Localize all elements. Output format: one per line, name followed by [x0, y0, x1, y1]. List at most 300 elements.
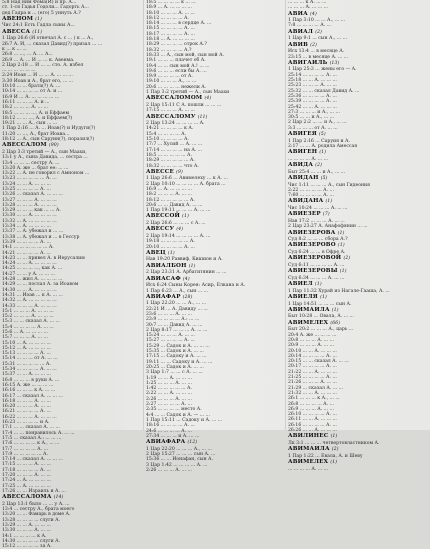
reference-line: 17:18 ... ... ... ... А. ...: [2, 467, 51, 473]
reference-line: 2:26 ... ... ... А. ... ...: [146, 467, 192, 473]
reference-line: 26:9 ... А. ... И ... ... к. Авенма.: [2, 57, 75, 63]
reference-line: 3:3 ... ... ... от А. ... ...: [288, 125, 338, 131]
reference-line: 14:30 ... ... ... ... слуги А.: [2, 538, 61, 544]
headword: [288, 175, 428, 183]
reference-line: 13:30 ... ... А. ... ... ... ...: [2, 213, 57, 219]
reference-line: 18:5 ... ... ... ... ... А.: [146, 152, 192, 158]
reference-line: 14:28 ... жил А. ... ... ... ...: [2, 277, 63, 283]
reference-line: 19:11 ... ... Садоку и А. ... ...: [146, 359, 213, 365]
headword-count: (90): [48, 143, 59, 149]
reference-line: ... ... ... ... А. ... ...: [288, 156, 328, 162]
reference-line: Исх 6:24 Сыны Корея: Асир, Елкана и А.: [146, 283, 246, 289]
headword-text: АВИАФАР: [146, 293, 181, 300]
reference-line: 2 Цар 3:3 третий — А., сын Маахи,: [2, 149, 87, 155]
reference-line: 19:9 ... ... ... ... от А.: [146, 74, 193, 80]
headword-count: (7): [322, 212, 330, 218]
reference-line: 18:2 ... ... ... А. ... ...: [2, 105, 48, 111]
reference-line: 15:3 ... ... сказал А. ... ...: [2, 319, 60, 325]
concordance-column-right: [288, 0, 428, 472]
reference-line: 27:3 ... ... ... и А., ... ...: [288, 109, 340, 115]
reference-line: 16:15 А. же ... ... ... ...: [2, 382, 54, 388]
reference-line: 14:30 ... ... А. ... ... ... ...: [2, 287, 57, 293]
headword-count: (5): [318, 132, 326, 138]
concordance-column-middle: [146, 0, 282, 473]
reference-line: 2 Цар 26:6 ... ... ... с А. ...: [146, 221, 206, 227]
reference-line: Чис 10:24 ... ... ... А. ... ...: [288, 206, 348, 212]
reference-line: ... ... ... к А. ... ...: [288, 0, 327, 5]
reference-line: 2:26 ... ... ... А. ... ...: [146, 396, 192, 402]
reference-line: 13:28 ... ... ... ... слуги А.: [2, 517, 61, 523]
reference-line: 17:24 ... А. ... ... ... ...: [2, 478, 51, 484]
reference-line: 15:29 ... Садок и А. ... ... ...: [146, 343, 210, 349]
reference-line: 16:9 ... А. ... ... ... ...: [146, 186, 192, 192]
reference-line: 15:4 ... ... ... ... А.: [146, 131, 187, 137]
reference-line: 2:35 ... ... ... ... место А.: [146, 407, 202, 413]
reference-line: 2 Цар 23:31 А. Арбатитянин ... ...: [146, 270, 227, 276]
reference-line: 13:26 ... сказал А. ... ... ...: [2, 192, 63, 198]
reference-line: 26:9 ... ... ... А. ... ...: [288, 406, 334, 412]
reference-line: 19:21 ... ... А., сын ... ...: [2, 121, 58, 127]
headword-count: (1): [331, 307, 339, 313]
reference-line: 17:15 ... ... ... А. ... ...: [146, 108, 195, 114]
headword-text: АВИЛИНЕС: [288, 433, 329, 440]
reference-line: 26:8 ... ..., ... А. ... А...: [2, 52, 53, 58]
reference-line: 21:26 ... ... ... А. ... ...: [288, 380, 337, 386]
headword: [288, 198, 428, 206]
reference-line: 26:1 ... ... ... к А., ... ...: [288, 396, 340, 402]
reference-line: 17:15 ... ... ... А. ... ...: [2, 462, 51, 468]
reference-line: 14:27 ... ... у А. ... ... ...: [2, 271, 56, 277]
reference-line: 20:6 ... ... Давид А. ... ...: [146, 202, 203, 208]
headword-text: АВЕССАЛОМ: [2, 142, 47, 149]
reference-line: 16:20 ... ... ... А. ... ...: [2, 404, 51, 410]
reference-line: 2 Цар 10:10 ... ... ... ... А. брата ...: [146, 181, 226, 187]
reference-line: 18:12 ... ... ... ... ... А.: [146, 197, 195, 203]
reference-line: 18:5 ... ... ... ..., А. и Еффаем: [2, 110, 70, 116]
headword-text: АВИГЕН: [288, 149, 318, 156]
headword-text: АВЕССОЙ: [146, 213, 181, 220]
headword: [288, 294, 428, 302]
reference-line: ... ... ... ... А. ... ...: [288, 466, 328, 472]
headword: [288, 211, 428, 219]
reference-line: ... ... ... ... ... ...: [2, 68, 36, 74]
reference-line: 18:32 ... ... ... ... что А.: [146, 163, 199, 169]
headword-count: (2): [315, 29, 323, 35]
reference-line: 15:13 ... ... ... ... А. ...: [2, 351, 51, 357]
reference-line: 2:27 ... ... ... ... А. ...: [146, 402, 192, 408]
reference-line: 18:12 ... ... ..., А. и Еффаем(?): [2, 115, 73, 121]
reference-line: 15:4 ... ... ... ... А. ... ...: [2, 324, 54, 330]
reference-line: 20:8 ... ... ... А. ... ...: [288, 337, 334, 343]
reference-line: 25:18 ... ... А. ... ... ...: [288, 78, 337, 84]
reference-line: 2 Цар 15:11 С А. пошли ... ... ...: [146, 102, 222, 108]
reference-line: 16:8 ... ... ... в руки А. ...: [2, 377, 60, 383]
reference-line: 11:20 ... ..., А., брат Иоава...: [2, 131, 70, 137]
headword: [288, 149, 428, 157]
reference-line: 16:9 И ... А. ... ... ... ... ...: [2, 94, 60, 100]
headword-count: (9): [176, 169, 183, 175]
reference-line: 2 Цар 2:18 ... И ... ... сто. А. избел: [2, 62, 84, 68]
reference-line: Чис 24:1 Есть Гадла сыны А...: [2, 23, 75, 29]
reference-line: 13:24 ... ... А. ... ... ...: [2, 181, 51, 187]
headword-count: (1): [330, 434, 338, 440]
reference-line: Чис 1:11 ... ... ... А., сын Гидеония: [288, 182, 370, 188]
reference-line: 1:25 ... ... ... А. ... ...: [146, 380, 192, 386]
headword-count: (1): [325, 199, 333, 205]
headword-text: АВИМАИЛА: [288, 446, 330, 453]
reference-line: 18:15 ... ... ... ... А. ...: [146, 26, 195, 32]
headword-count: (1): [330, 460, 338, 466]
reference-line: 18:12 ... ... ... ... А.: [146, 15, 190, 21]
reference-line: 25:39 ... ... ... ... А. ...: [288, 99, 337, 105]
reference-line: 18:10 ... ... ... А. ... ...: [146, 10, 195, 16]
reference-line: 20:4 А. же ... ... ... ...: [288, 332, 337, 338]
headword: [288, 242, 428, 250]
reference-line: Исх 13:4 ... в месяце А.: [288, 49, 345, 55]
reference-line: 22:21 И ... А. Давиду ... ...: [146, 306, 208, 312]
headword-text: АВИА: [288, 10, 308, 17]
reference-line: 15:35 ... Садок и А. ... ...: [146, 349, 204, 355]
reference-line: 16:18 ... ... ... А. ... ...: [2, 398, 51, 404]
headword: [146, 226, 282, 234]
reference-line: 17:26 ... ... Израиль и А. ...: [2, 488, 66, 494]
reference-line: 1 Цар 22:20 ... ... ... А., ... ...: [146, 446, 212, 452]
reference-line: Суд 8:2 ... ... ... сбора А.?: [288, 237, 348, 243]
reference-line: 20:15 ... ... сказал А. ... ...: [288, 359, 349, 365]
headword: [2, 494, 140, 502]
headword-count: (12): [187, 440, 198, 446]
headword-count: (1): [182, 214, 189, 220]
reference-line: 15:10 ... А. ... ... ... ...: [2, 340, 51, 346]
reference-line: 21:32 ... ... А. ... ... ...: [288, 390, 337, 396]
reference-line: 15:36 ... ... Ионафан, сын А.: [146, 457, 213, 463]
reference-line: 1 Пар 1:22 ... Евала, А. и Шеву: [288, 453, 363, 459]
reference-line: 14:21 ... ... ... ... А. ...: [2, 250, 51, 256]
reference-line: 14:31 ... Иоав ... к А. ... ...: [2, 292, 63, 298]
reference-line: 16:16 ... ... ... к А. ... ...: [2, 388, 56, 394]
headword-count: (11): [197, 114, 208, 120]
reference-line: 1 Пар 3:2 третий — А., сын Маахи: [146, 90, 230, 96]
reference-line: 13:32 ... А. ... ... ... ... ...: [2, 218, 57, 224]
reference-line: 13:29 ... ... А. ... ... ...: [2, 522, 51, 528]
reference-line: 26:16 ... ... ... ... А. ...: [288, 422, 337, 428]
reference-line: 14:1 ... ... ... ... к А.: [2, 533, 47, 539]
reference-line: 15:31 ... ... ... ... ... А.: [2, 361, 51, 367]
reference-line: 1 Пар 6:23 ... А., сын ... ...: [146, 288, 208, 294]
headword: [288, 131, 428, 139]
reference-line: 19:4 ... ... сын мой А.! ... ...: [146, 63, 210, 69]
reference-line: 23:15 ... в месяце А. ... ...: [288, 54, 349, 60]
reference-line: 1:42 ... ... ... ... ... А.: [146, 386, 192, 392]
headword-text: АВЕССАЛОМУ: [146, 113, 196, 120]
headword: [288, 268, 428, 276]
reference-line: 14:29 ... ... послал А. за Иоавом: [2, 282, 79, 288]
headword-count: (1): [167, 250, 175, 256]
reference-line: 1 Цар 26:6 (И отвечал А. с ... ) к ... А.,: [2, 36, 94, 42]
reference-line: 25:36 ... ... ... ... А. ...: [288, 93, 337, 99]
headword-text: АВИАФАРА: [146, 439, 186, 446]
reference-line: 14:32 ... А. ... ... ... ... ...: [2, 298, 57, 304]
reference-line: 26:11 ... ... А. ... ... ...: [288, 417, 337, 423]
headword-text: АВИДАНА: [288, 198, 324, 205]
headword-text: АВИАЛ: [288, 28, 314, 35]
reference-line: 18:32 ... ... ... ... А.?: [146, 47, 192, 53]
headword: [2, 142, 140, 150]
reference-line: 25:14 ... ... ... ... А. ...: [288, 72, 337, 78]
reference-line: 17:14 ... ... ... ... на А. ...: [146, 147, 203, 153]
reference-line: 17:7 ... Хусий ... А. ... ...: [146, 142, 203, 148]
reference-line: 15:14 ... ... ... от А. ... ...: [2, 356, 58, 362]
headword: [146, 95, 282, 103]
headword-text: АВИЕЗЕРОВОЙ: [288, 255, 342, 262]
reference-line: 26:26 ... ... А. ... ... ...: [288, 428, 337, 434]
reference-line: 3 Цар 1:42 ... ... ... ... А. ...: [146, 462, 208, 468]
reference-line: 18:29 ... ... ... ... ... А.: [146, 158, 195, 164]
reference-line: 18:9 ... А. ... ... ... ...: [146, 5, 192, 11]
reference-line: 20:6 ... ... ... ... нежели А.: [146, 84, 207, 90]
reference-line: 2 Цар 13:24 ... ... ... ... А.: [146, 121, 205, 127]
reference-line: 18:33 ... А., сын мой, сын мой А.: [146, 52, 225, 58]
reference-line: 13:20 ... ... Фамарь в доме А.: [2, 512, 71, 518]
reference-line: 17:7 ... ... ... ... А. ...: [2, 446, 48, 452]
headword-count: (28): [182, 294, 193, 300]
headword-count: (4): [310, 11, 317, 17]
headword-text: АВИГАИЛЬ: [288, 59, 328, 66]
column-divider: [143, 0, 144, 430]
headword-count: (1): [339, 269, 347, 275]
reference-line: 14:25 ... ... ... ..., как А. ...: [2, 266, 63, 272]
headword-text: АВИЕЗЕРОВА: [288, 229, 336, 236]
reference-line: 15:24 ... ... ... А. ... ...: [146, 333, 195, 339]
reference-line: Суд 6:24 ... ... в Офре А.: [288, 250, 346, 256]
reference-line: 17:4 ... ... понравилось А. ... ...: [2, 430, 75, 436]
reference-line: 17:25 ... А. ... ... ... ...: [2, 483, 51, 489]
reference-line: 16:23 ... ... ... ... и А.: [2, 420, 50, 426]
headword-text: АВИМЕЛЕХ: [288, 459, 329, 466]
reference-line: 13:34 ... А. ... ... ... ...: [2, 224, 51, 230]
reference-line: 2:24 Иоав ... И ... ... А. ... ... ...: [2, 73, 73, 79]
reference-line: 21:22 ... ... А. ... ... ...: [288, 369, 337, 375]
reference-line: 13:38 ... А. убежал и ... в Гессур: [2, 234, 80, 240]
reference-line: 13:39 ... ... ... ... А. ...: [2, 239, 51, 245]
reference-line: 18:18 ... А. ... ... ... ...: [146, 37, 195, 43]
reference-line: 1 Цар 25:3 ... жены его — А.: [288, 67, 357, 73]
headword-text: АВИАСАФ: [146, 275, 181, 282]
headword-count: (14): [53, 495, 64, 501]
reference-line: 13:27 ... ... ... А. ... ... ...: [2, 197, 57, 203]
headword-count: (1): [320, 295, 327, 300]
reference-line: Нав 17:2 ... ... ... А. ... ...: [288, 218, 345, 224]
column-divider: [285, 0, 286, 430]
headword-count: (2): [315, 163, 323, 169]
reference-line: 1 Цар 22:20 ... ... А., ... ...: [146, 301, 206, 307]
concordance-column-left: [2, 0, 140, 549]
headword: [146, 114, 282, 122]
headword-count: (1): [314, 282, 322, 288]
reference-line: 20:25 ... Садок и А. ... ...: [146, 364, 204, 370]
reference-line: 18:16 ... ... ... ... А. ...: [146, 423, 195, 429]
reference-line: 25:42 ... ... А. ... ... ...: [288, 104, 337, 110]
reference-line: 15:34 ... ... ... ... А. ... ...: [2, 367, 57, 373]
headword: [288, 162, 428, 170]
reference-line: 16:11 ... ... ... А. и ...: [2, 99, 50, 105]
reference-line: 17:6 ... ... ... ... к А., ... ...: [2, 441, 60, 447]
headword-count: (13): [329, 60, 340, 66]
reference-line: 10:10 ... ... брата(?) А. ...: [2, 84, 61, 90]
reference-line: 13:20 А. же ... брат ее: ... ...: [2, 165, 69, 171]
headword-text: АВИДАН: [288, 174, 319, 181]
reference-line: 17:20 ... ... ... А. ... ...: [2, 473, 51, 479]
reference-line: 20:10 ... ... ... ... А. ...: [146, 244, 195, 250]
reference-line: 20:9 ... ... ... А. ... ...: [288, 343, 334, 349]
headword-count: (66): [330, 320, 341, 326]
headword-text: АВИЕЗЕРОВЫ: [288, 268, 338, 275]
reference-line: 20:10 ... ... А. ... ... ...: [288, 348, 337, 354]
reference-line: 1 Пар 15:11 ... Садоку и А. ... ...: [146, 417, 223, 423]
reference-line: 14:33 ... ... ... А. ... ... ...: [2, 303, 57, 309]
reference-line: 15:12 ... А. ... ... ... ...: [2, 345, 51, 351]
reference-line: 1 Пар 19:11 ... ... ... А. ... ...: [146, 208, 211, 214]
reference-line: 15:10 ... ... ... ... А.: [146, 137, 190, 143]
reference-line: 2 Цар 8:17 ... ... ... А. ... ...: [146, 327, 208, 333]
reference-line: 18:17 ... ... ... ... А. ...: [146, 31, 195, 37]
headword-text: АВЕЦ: [146, 249, 166, 256]
reference-line: 2 Цар 13:1 было ... ... у А. ...: [2, 501, 70, 507]
reference-line: 15:7 ... ... ... А. ... ...: [2, 335, 48, 341]
reference-line: 19:10 ... ... ... А., ... ...: [146, 79, 197, 85]
reference-line: 19:1 ... ... ... плачет об А.: [146, 58, 206, 64]
reference-line: 1 Цар 14:51 ... ... ... сын А.: [288, 301, 352, 307]
reference-line: 26:10 ... ... ... ... А. ...: [288, 412, 337, 418]
reference-line: 18:29 ... ... ... ... отрок А.?: [146, 42, 207, 48]
headword: [146, 439, 282, 447]
reference-line: Нав 19:20 Раввиф, Кишион и А.: [146, 257, 223, 263]
reference-line: 17:5 ... сказал А.: ... ... ...: [2, 435, 62, 441]
reference-line: 14:23 ... ... привел А. в Иерусалим: [2, 255, 85, 261]
reference-line: 17:15 ... Садоку и А. ... ...: [146, 354, 207, 360]
reference-line: 7:8 ... ... ... ... А. ...: [288, 23, 331, 29]
headword-text: АВИЕЛЯ: [288, 294, 318, 300]
reference-line: 17:9 ... ... ... ... ... А.: [2, 451, 48, 457]
reference-line: к ... к ... ...: [2, 46, 27, 52]
reference-line: 1 Пар 11:32 Хурай из Нагале-Гааша, А. ...: [288, 288, 390, 294]
headword-text: АВИДА: [288, 162, 314, 169]
reference-line: 10:14 ... ... ... ... от А. и ...: [2, 89, 63, 95]
headword: [146, 213, 282, 221]
reference-line: 13:22 ... А. не говорил с Амноном ...: [2, 171, 90, 177]
reference-line: 30:7 ... ... Давид А. ... ...: [146, 322, 203, 328]
reference-line: 17:1 ... ... сказал А. ... ...: [2, 425, 60, 431]
headword-count: (1): [35, 16, 43, 22]
headword-text: АВИЕЗЕРОВО: [288, 242, 336, 249]
reference-line: 15:1 ... ... ... А. ... ... ...: [2, 308, 54, 314]
reference-line: 13:1 у А., сына Давида, ... сестра ...: [2, 155, 88, 161]
reference-line: 3 Цар 1:7 ... ... с А. ... ...: [146, 370, 203, 376]
headword: [288, 433, 428, 441]
reference-line: 13:29 ... ... ... как ... ... А.: [2, 208, 61, 214]
reference-line: 13:37 ... А. убежал и ... ...: [2, 229, 64, 235]
reference-line: Быт 10:28 ... Овала, А. ... ...: [288, 314, 354, 320]
headword: [288, 459, 428, 467]
reference-line: 15:6 ... А. ... ... ... ...: [2, 330, 48, 335]
headword-count: (1): [337, 230, 345, 236]
reference-line: 25:23 ... ... ... А. ... ...: [288, 83, 337, 89]
reference-line: 24:6 ... ... ... ... А. ...: [146, 428, 192, 434]
headword-count: (11): [32, 29, 43, 35]
reference-line: 15:12 ... ... ... ... за А.: [2, 544, 52, 549]
headword-count: (4): [204, 96, 212, 102]
reference-line: 3:30 Иоав и А., брат его, ... ...: [2, 78, 74, 84]
reference-line: 30:5 ... ... и А., ... ...: [288, 115, 335, 121]
reference-line: 2:17 ... ... А. родила Амессая: [288, 143, 358, 149]
headword-count: (4): [183, 276, 190, 282]
headword-count: (4): [176, 227, 184, 233]
headword: [288, 281, 428, 289]
reference-line: 18:2 ... ... ... А. ... ...: [146, 192, 192, 198]
reference-line: 7:60 ... ... ... ... А. ...: [288, 193, 334, 199]
reference-line: 20:14 ... ... ... ... А. ...: [288, 353, 337, 359]
headword-count: (2): [343, 256, 351, 262]
reference-line: 2:22 ... ... А. ... ... ...: [146, 391, 192, 397]
reference-line: Суд 6:11 ... ... ... ... А. ...: [288, 262, 345, 268]
reference-line: 27:34 ... ... ... и А. ... ...: [146, 433, 200, 439]
reference-line: 13:28 ... ... ... А. ... ... ...: [2, 202, 57, 208]
headword-text: АВИВ: [288, 41, 309, 48]
headword: [288, 446, 428, 454]
reference-line: 4:4 ... ... Садок и А. — ... ...: [146, 412, 210, 418]
headword-text: АВЕССАЛОМА: [2, 494, 52, 501]
reference-line: 19:18 ... ... ... ... ... А.: [146, 239, 195, 245]
reference-line: 14:24 ... ... А. ... ... ... ...: [2, 261, 57, 267]
reference-line: 1:19 ... ... А. ... ... ...: [146, 375, 192, 381]
reference-line: 26:7 А. И, ... сказал Давид(?) призал ... ...: [2, 41, 103, 47]
headword-text: АВЕНОМ: [2, 15, 34, 22]
reference-line: 25:32 ... ... сказал Давид А. ...: [288, 88, 360, 94]
headword-text: АВИМЕЛЕХ: [288, 319, 329, 326]
reference-line: 1 Пар 2:16 ... Саруия и А.: [288, 138, 350, 144]
headword-count: (1): [188, 263, 196, 269]
reference-line: Лк 3:1 ... ... ... четвертовластником А.: [288, 440, 380, 446]
reference-line: 15:37 ... ... А. ... ... ...: [2, 372, 51, 378]
reference-line: 1 Пар 2:16 ... А. ... Иоав(?) и Иудуги(?): [2, 126, 96, 132]
reference-line: 13:25 ... ... ... ... А. ...: [2, 186, 51, 192]
reference-line: 1 Цар 26:6 ... Авимелеху ... к А. ...: [146, 176, 228, 182]
reference-line: 5:8 Над ним Фома(И) и пр. А...: [2, 0, 77, 5]
reference-line: 16:21 ... ... ... ... А. ...: [2, 409, 51, 415]
reference-line: 13:4 ... ... ... сестру А. ...: [2, 160, 60, 166]
reference-line: 14:1 ... ... ... ... ... ... А.: [2, 245, 54, 251]
reference-line: 14:21 ... ... ... ... к А.: [146, 126, 194, 132]
headword-count: (2): [310, 42, 318, 48]
reference-line: 23:9 ... ... ... ... А.: ... ...: [146, 317, 200, 323]
reference-line: 17:14 ... сказал А. ... ... ...: [2, 457, 63, 463]
reference-line: 18:5 ... ... ... ... к ... ...: [146, 0, 196, 5]
reference-line: 26:8 ... ... ... ... А. ...: [288, 401, 334, 407]
reference-line: ... ... ... А. ... ... ...: [288, 5, 328, 11]
headword-text: АВИМАИЛА: [288, 306, 330, 313]
reference-line: 15:27 ... ... ... ... А. ...: [146, 338, 195, 344]
reference-line: Быт 20:2 ... ... ... А., царь ...: [288, 327, 354, 333]
headword-text: АВИАЛБОН: [146, 262, 187, 269]
reference-line: 1 Цар 9:1 ... сын А., ... ...: [288, 36, 348, 42]
reference-line: 20:17 ... ... ... ... А. ...: [288, 364, 337, 370]
reference-line: 13:30 ... ... ... А. ... ...: [2, 528, 51, 534]
headword-text: АВЕССА: [2, 28, 31, 35]
reference-line: Суд 6:34 ... ... ... А. ... ...: [288, 275, 345, 281]
headword-text: АВИГЕЯ: [288, 131, 317, 138]
reference-line: 21:25 ... ... ... ... А. ...: [288, 375, 337, 381]
headword-text: АВЕССУ: [146, 226, 175, 233]
